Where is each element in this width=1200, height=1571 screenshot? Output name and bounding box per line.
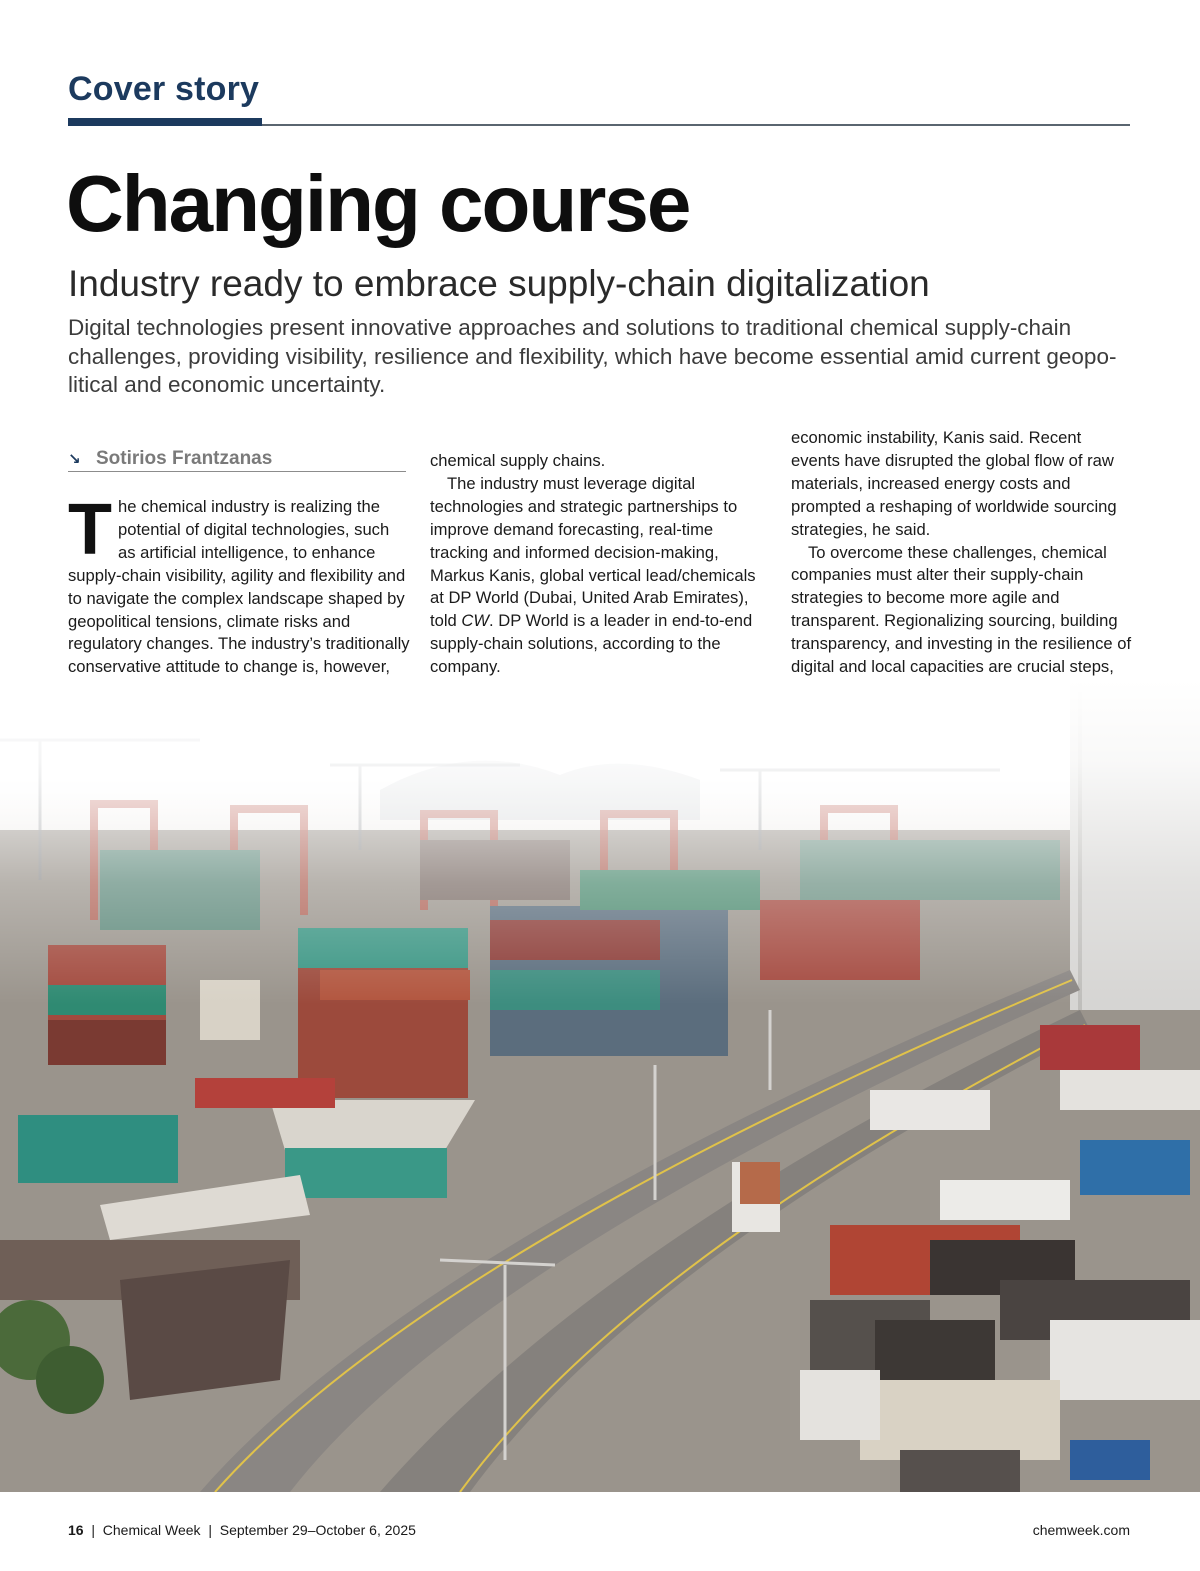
website-link[interactable]: chemweek.com xyxy=(1032,1522,1130,1538)
port-photo xyxy=(0,680,1200,1492)
arrow-down-right-icon: ↘ xyxy=(68,451,81,468)
byline xyxy=(68,448,406,472)
paragraph: he chemical industry is realizing the potential of digital technologies, such as artificial intelligence, to enhance supply-chain visibility, agility and flexibility and to navigate the complex landscape shaped by geopolitical tensions, climate risks and regulatory changes. The industry’s traditionally conservative attitude to change is, however, xyxy=(68,497,410,677)
footer-info xyxy=(68,1522,416,1538)
deck: Industry ready to embrace supply-chain digitalization xyxy=(68,263,930,304)
page-number: 16 xyxy=(68,1522,84,1538)
paragraph-text: The industry must leverage digital technologies and strategic partnerships to improve demand forecasting, real-time tracking and informed decision-making, Markus Kanis, global vertical lead/chemicals at DP World (Dubai, United Arab Emirates), told xyxy=(430,473,756,631)
section-label: Cover story xyxy=(68,70,260,108)
headline: Changing course xyxy=(66,159,690,248)
author-name: Sotirios Frantzanas xyxy=(96,448,273,469)
paragraph-text: . DP World is a leader in end-to-end supply-chain solutions, according to the company. xyxy=(430,611,753,677)
paragraph: economic instability, Kanis said. Recent events have disrupted the global flow of raw materials, increased energy costs and prompted a reshaping of worldwide sourcing strategies, he said. xyxy=(791,428,1117,539)
paragraph xyxy=(430,473,770,679)
publication-abbrev: CW xyxy=(461,611,490,631)
footer-separator: | xyxy=(208,1522,212,1538)
section-rule-accent xyxy=(68,118,262,126)
footer-separator: | xyxy=(91,1522,95,1538)
paragraph: To overcome these challenges, chemical companies must alter their supply-chain strategies to become more agile and transparent. Regionalizing sourcing, building transparency, and investing in the resilience of digital and local capacities are crucial steps, xyxy=(791,542,1132,677)
publication-name: Chemical Week xyxy=(102,1522,201,1538)
paragraph: chemical supply chains. xyxy=(430,451,606,470)
standfirst: Digital technologies present innovative approaches and solutions to traditional chemical supply-chain challenges, providing visibility, resilience and flexibility, which have become essential amid current geopo-litical and economic uncertainty. xyxy=(68,315,1117,397)
issue-date: September 29–October 6, 2025 xyxy=(219,1522,416,1538)
dropcap: T xyxy=(68,490,112,570)
